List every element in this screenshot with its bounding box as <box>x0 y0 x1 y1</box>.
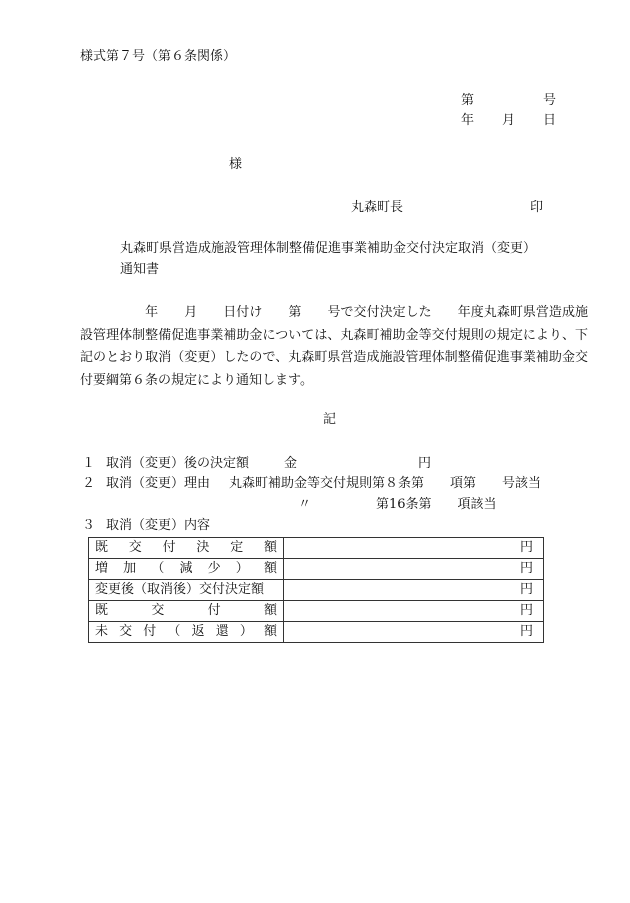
label-char: 既 <box>95 540 109 555</box>
number-suffix: 号 <box>543 93 557 108</box>
label-char: （ <box>167 624 181 639</box>
row-label-text <box>95 538 277 558</box>
table-row <box>89 601 544 622</box>
label-char: 還 <box>215 624 229 639</box>
item2-label: 取消（変更）理由 <box>106 476 211 491</box>
body-paragraph: 年 月 日付け 第 号で交付決定した 年度丸森町県営造成施設管理体制整備促進事業補助金については、丸森町補助金等交付規則の規定により、下記のとおり取消（変更）したので、丸森町県営造成施設管理体制整備促進事業補助金交付要綱第６条の規定により通知します。 <box>80 305 588 388</box>
row-value: 円 <box>284 559 544 580</box>
addressee-suffix: 様 <box>229 157 243 172</box>
row-label <box>89 580 284 601</box>
date-month: 月 <box>502 113 516 128</box>
number-prefix: 第 <box>461 93 475 108</box>
row-label-text <box>95 622 277 642</box>
label-char: 未 <box>95 624 109 639</box>
label-char: 額 <box>263 540 277 555</box>
label-char: 既 <box>95 603 109 618</box>
label-char: 返 <box>191 624 205 639</box>
label-char: 交 <box>128 540 142 555</box>
date-day: 日 <box>543 113 557 128</box>
label-char: ） <box>239 624 253 639</box>
item1-label: 取消（変更）後の決定額 <box>106 456 250 471</box>
label-char: （ <box>151 561 165 576</box>
label-char: 額 <box>263 603 277 618</box>
label-char: 付 <box>143 624 157 639</box>
row-label <box>89 601 284 622</box>
item2-reason-line2: 第16条第 項該当 <box>376 497 497 512</box>
row-label-text <box>95 580 277 600</box>
label-char: 減 <box>179 561 193 576</box>
item2-ditto: 〃 <box>298 497 312 512</box>
label-char: 交 <box>151 603 165 618</box>
row-label <box>89 559 284 580</box>
item3-label: 取消（変更）内容 <box>106 518 211 533</box>
document-title: 丸森町県営造成施設管理体制整備促進事業補助金交付決定取消（変更） <box>120 241 537 256</box>
date-year: 年 <box>461 113 475 128</box>
label-char: 加 <box>123 561 137 576</box>
form-id: 様式第７号（第６条関係） <box>80 49 237 64</box>
table-row <box>89 538 544 559</box>
label-char: 交 <box>119 624 133 639</box>
table-row <box>89 559 544 580</box>
item2-reason-line1: 丸森町補助金等交付規則第８条第 項第 号該当 <box>229 476 542 491</box>
item1-number: １ <box>82 456 96 471</box>
label-char: 増 <box>95 561 109 576</box>
ki-heading: 記 <box>323 412 337 427</box>
row-label-text <box>95 601 277 621</box>
change-details-table <box>88 537 544 643</box>
seal-mark: 印 <box>530 200 544 215</box>
item2-number: ２ <box>82 476 96 491</box>
label-char: 少 <box>207 561 221 576</box>
label-char: 決 <box>196 540 210 555</box>
label-char: 付 <box>207 603 221 618</box>
table-row <box>89 622 544 643</box>
row-value: 円 <box>284 580 544 601</box>
row-label <box>89 622 284 643</box>
table-row <box>89 580 544 601</box>
item1-yen: 円 <box>418 456 432 471</box>
item3-number: ３ <box>82 518 96 533</box>
row-label-text <box>95 559 277 579</box>
label-char: 額 <box>263 624 277 639</box>
row-value: 円 <box>284 622 544 643</box>
row-label <box>89 538 284 559</box>
label-char: 定 <box>230 540 244 555</box>
label-text: 変更後（取消後）交付決定額 <box>95 582 265 597</box>
label-char: ） <box>235 561 249 576</box>
row-value: 円 <box>284 538 544 559</box>
label-char: 付 <box>162 540 176 555</box>
document-title-line2: 通知書 <box>120 262 160 277</box>
item1-kin: 金 <box>284 456 298 471</box>
label-char: 額 <box>263 561 277 576</box>
issuer: 丸森町長 <box>351 200 404 215</box>
row-value: 円 <box>284 601 544 622</box>
